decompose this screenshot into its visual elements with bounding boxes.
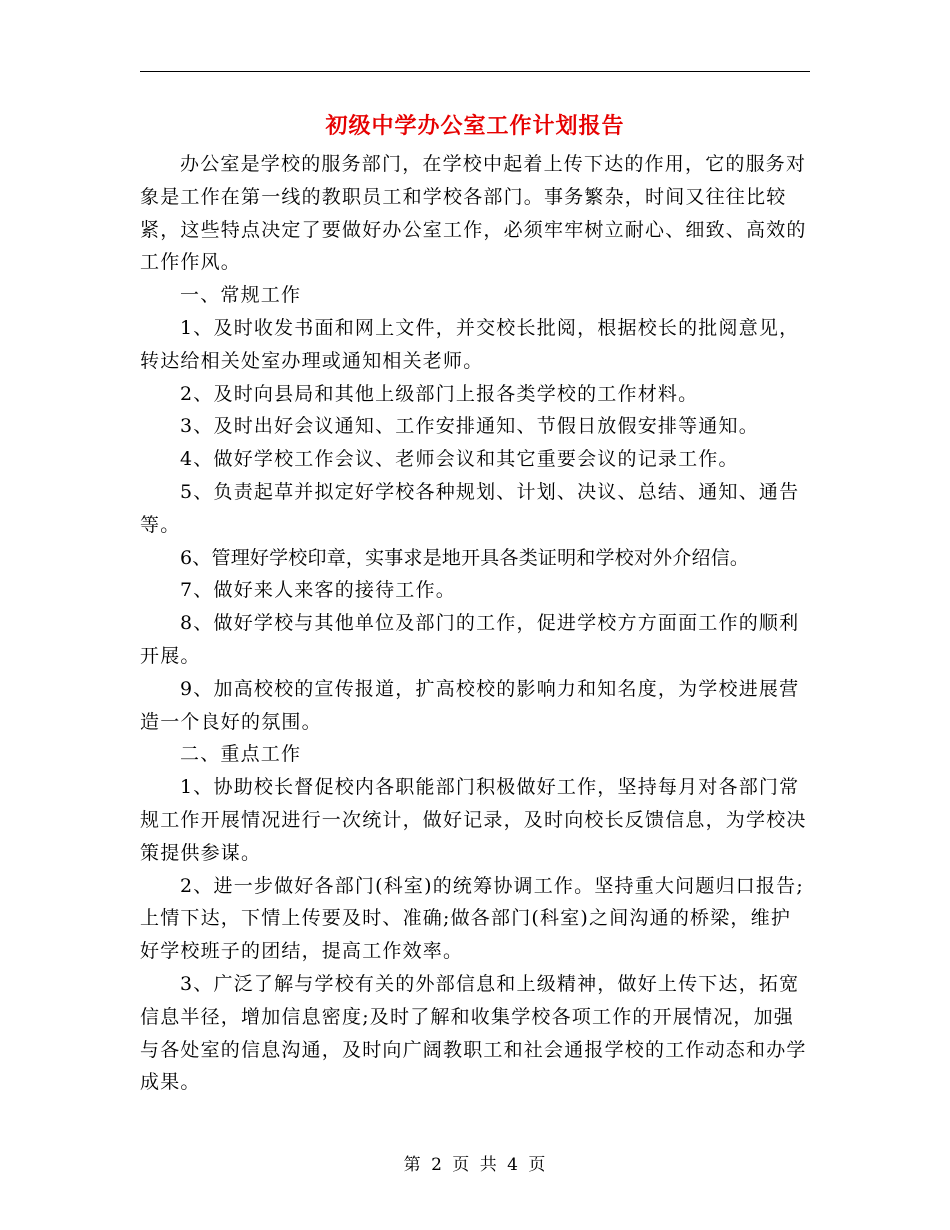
page-number-footer: 第 2 页 共 4 页 (403, 1155, 547, 1175)
document-title: 初级中学办公室工作计划报告 (325, 113, 625, 139)
list-item: 2、及时向县局和其他上级部门上报各类学校的工作材料。 (180, 382, 699, 405)
list-item: 9、加高校校的宣传报道，扩高校校的影响力和知名度，为学校进展营造一个良好的氛围。 (140, 677, 800, 733)
list-item: 1、及时收发书面和网上文件，并交校长批阅，根据校长的批阅意见，转达给相关处室办理或通知相关老师。 (140, 316, 800, 372)
list-item: 4、做好学校工作会议、老师会议和其它重要会议的记录工作。 (180, 448, 739, 471)
list-item: 6、管理好学校印章，实事求是地开具各类证明和学校对外介绍信。 (180, 546, 750, 569)
list-item: 3、广泛了解与学校有关的外部信息和上级精神，做好上传下达，拓宽信息半径，增加信息密度;及时了解和收集学校各项工作的开展情况，加强与各处室的信息沟通，及时向广阔教职工和社会通报学校的工作动态和办学成果。 (140, 972, 807, 1094)
list-item: 5、负责起草并拟定好学校各种规划、计划、决议、总结、通知、通告等。 (140, 480, 800, 536)
section-heading-routine: 一、常规工作 (180, 284, 302, 307)
list-item: 1、协助校长督促校内各职能部门积极做好工作，坚持每月对各部门常规工作开展情况进行一次统计，做好记录，及时向校长反馈信息，为学校决策提供参谋。 (140, 776, 807, 864)
header-rule (140, 71, 810, 72)
document-body (140, 148, 810, 1099)
list-item: 3、及时出好会议通知、工作安排通知、节假日放假安排等通知。 (180, 415, 759, 438)
list-item: 2、进一步做好各部门(科室)的统筹协调工作。坚持重大问题归口报告;上情下达，下情上传要及时、准确;做各部门(科室)之间沟通的桥梁，维护好学校班子的团结，提高工作效率。 (140, 874, 804, 963)
list-item: 8、做好学校与其他单位及部门的工作，促进学校方方面面工作的顺利开展。 (140, 612, 800, 667)
list-item: 7、做好来人来客的接待工作。 (180, 579, 456, 602)
paragraph-intro: 办公室是学校的服务部门，在学校中起着上传下达的作用，它的服务对象是工作在第一线的教职员工和学校各部门。事务繁杂，时间又往往比较紧，这些特点决定了要做好办公室工作，必须牢牢树立耐心、细致、高效的工作作风。 (140, 153, 807, 274)
section-heading-key: 二、重点工作 (180, 743, 302, 766)
